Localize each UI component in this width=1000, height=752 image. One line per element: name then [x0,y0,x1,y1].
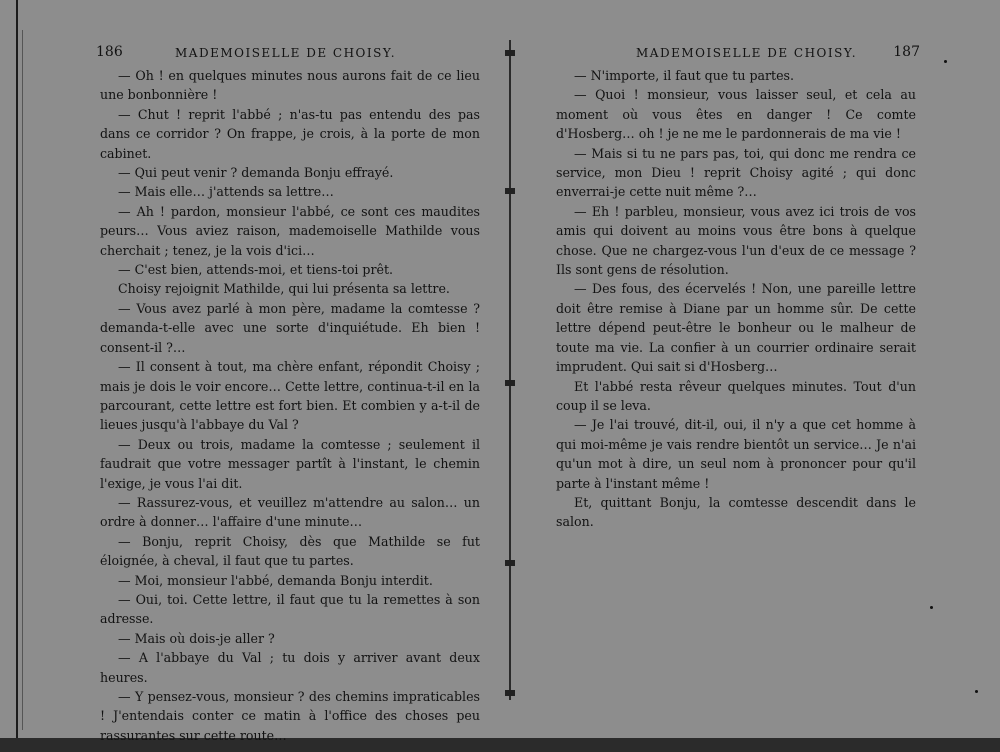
page-edge-left [16,0,18,752]
running-title: MADEMOISELLE DE CHOISY. [636,46,858,60]
left-page-header [96,44,480,64]
left-page-text [100,66,480,745]
running-title: MADEMOISELLE DE CHOISY. [175,46,397,60]
gutter-mark [505,690,515,696]
speck [944,60,947,63]
book-gutter [509,40,511,700]
paragraph: — Chut ! reprit l'abbé ; n'as-tu pas entendu des pas dans ce corridor ? On frappe, je crois, à la porte de mon cabinet. [100,106,480,161]
gutter-mark [505,380,515,386]
paragraph: — C'est bien, attends-moi, et tiens-toi prêt. [118,262,394,278]
paragraph: — Deux ou trois, madame la comtesse ; seulement il faudrait que votre messager partît à l'instant, le chemin l'exige, je vous l'ai dit. [100,436,480,491]
right-page-header [556,44,920,64]
paragraph: — Moi, monsieur l'abbé, demanda Bonju interdit. [118,572,433,588]
paragraph: — Ah ! pardon, monsieur l'abbé, ce sont ces maudites peurs… Vous aviez raison, mademoiselle Mathilde vous cherchait ; tenez, je la vois d'ici… [100,203,480,258]
paragraph: — Qui peut venir ? demanda Bonju effrayé. [118,165,394,181]
paragraph: — Quoi ! monsieur, vous laisser seul, et cela au moment où vous êtes en danger ! Ce comte d'Hosberg… oh ! je ne me le pardonnerais de ma vie ! [556,87,916,142]
paragraph: — Mais si tu ne pars pas, toi, qui donc me rendra ce service, mon Dieu ! reprit Choisy agité ; qui donc enverrai-je cette nuit même ?… [556,145,916,200]
paragraph: — Mais elle… j'attends sa lettre… [118,184,334,200]
paragraph: Et, quittant Bonju, la comtesse descendit dans le salon. [556,494,916,530]
paragraph: — Y pensez-vous, monsieur ? des chemins impraticables ! J'entendais conter ce matin à l'office des choses peu rassurantes sur cette route… [100,689,480,743]
paragraph: — N'importe, il faut que tu partes. [574,68,795,83]
gutter-mark [505,560,515,566]
page-number: 186 [96,44,123,60]
paragraph: — Rassurez-vous, et veuillez m'attendre au salon… un ordre à donner… l'affaire d'une minute… [100,494,480,530]
page-number: 187 [893,44,920,60]
paragraph: — Des fous, des écervelés ! Non, une pareille lettre doit être remise à Diane par un homme sûr. De cette lettre dépend peut-être le bonheur ou le malheur de toute ma vie. La confier à un courrier ordinaire serait imprudent. Qui sait si d'Hosberg… [556,281,916,375]
paragraph: — Il consent à tout, ma chère enfant, répondit Choisy ; mais je dois le voir encore… Cette lettre, continua-t-il en la parcourant, cette lettre est fort bien. Et combien y a-t-il de lieues jusqu'à l'abbaye du Val ? [100,359,480,433]
paragraph: — Oui, toi. Cette lettre, il faut que tu la remettes à son adresse. [100,591,480,627]
paragraph: — Bonju, reprit Choisy, dès que Mathilde se fut éloignée, à cheval, il faut que tu partes. [100,533,480,569]
paragraph: — Mais où dois-je aller ? [118,630,275,646]
paragraph: — A l'abbaye du Val ; tu dois y arriver avant deux heures. [100,650,480,685]
gutter-mark [505,50,515,56]
paragraph: — Vous avez parlé à mon père, madame la comtesse ? demanda-t-elle avec une sorte d'inquiétude. Eh bien ! consent-il ?… [100,300,480,355]
paragraph: — Eh ! parbleu, monsieur, vous avez ici trois de vos amis qui doivent au moins vous être bons à quelque chose. Que ne chargez-vous l'un d'eux de ce message ? Ils sont gens de résolution. [556,203,916,278]
paragraph: — Oh ! en quelques minutes nous aurons fait de ce lieu une bonbonnière ! [100,68,480,103]
paragraph: — Je l'ai trouvé, dit-il, oui, il n'y a que cet homme à qui moi-même je vais rendre bientôt un service… Je n'ai qu'un mot à dire, un seul nom à prononcer pour qu'il parte à l'instant même ! [556,417,916,491]
paragraph: Et l'abbé resta rêveur quelques minutes. Tout d'un coup il se leva. [556,378,916,413]
speck [930,606,933,609]
page-edge-shadow [22,30,23,730]
speck [975,690,978,693]
gutter-mark [505,188,515,194]
paragraph: Choisy rejoignit Mathilde, qui lui présenta sa lettre. [118,281,450,297]
right-page-text [556,66,916,532]
